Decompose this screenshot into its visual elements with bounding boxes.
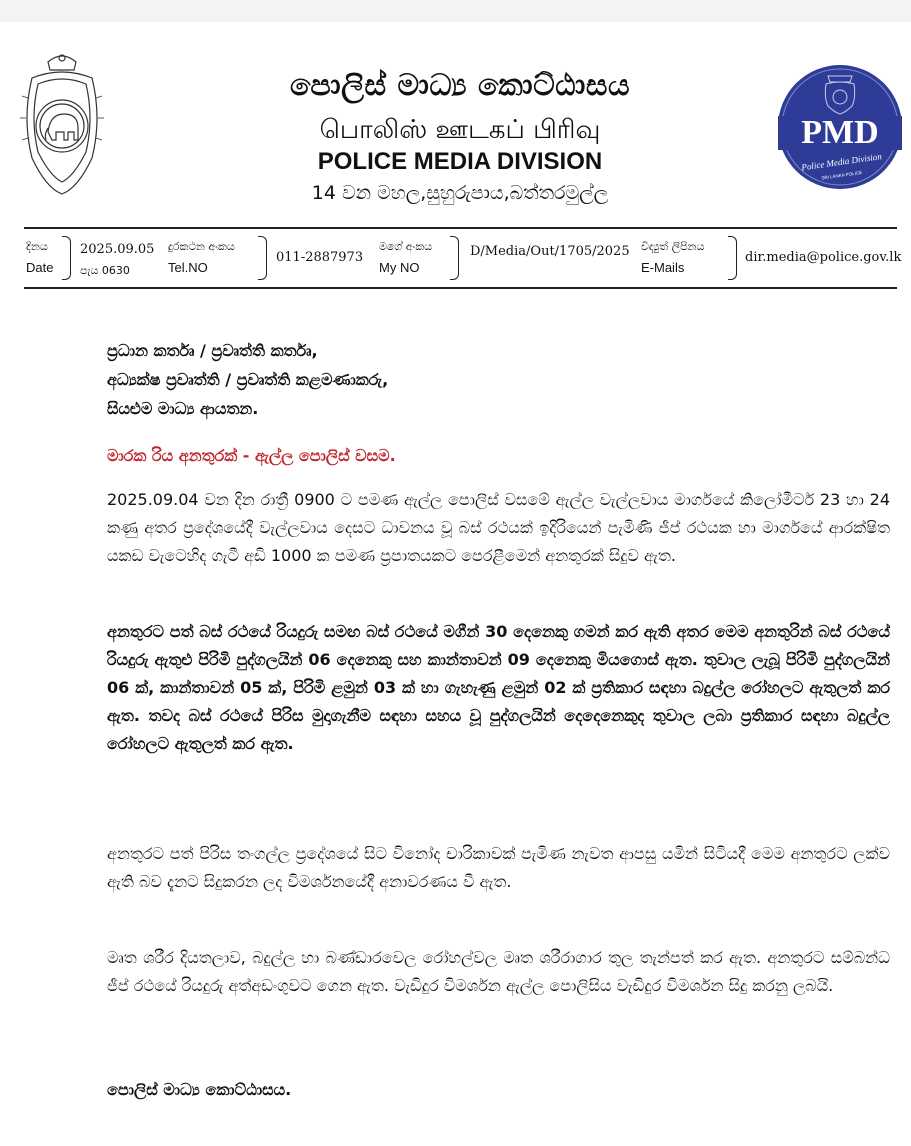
myno-brace — [450, 236, 459, 280]
body-paragraph-2: අනතුරට පත් බස් රථයේ රියදුරු සමඟ බස් රථයේ මගීන් 30 දෙනෙකු ගමන් කර ඇති අතර මෙම අනතුරින් බස් රථයේ රියදුරු ඇතුළු පිරිමි පුද්ගලයින් 06 දෙනෙකු සහ කාන්තාවන් 09 දෙනෙකු මියගොස් ඇත. තුවාල ලැබූ පිරිමි පුද්ගලයින් 06 ක්, කාන්තාවන් 05 ක්, පිරිමි ළමුන් 03 ක් හා ගැහැණු ළමුන් 02 ක් ප්‍රතිකාර සඳහා බදුල්ල රෝහලට ඇතුලත් කර ඇත. තවද බස් රථයේ පිරිස මුදාගැනීම සඳහා සහය වූ පුද්ගලයින් දෙදෙනෙකුද තුවාල ලබා ප්‍රතිකාර සඳහා බදුල්ල රෝහලට ඇතුලත් කර ඇත. — [107, 622, 890, 753]
title-sinhala: පොලිස් මාධ්‍ය කොට්ඨාසය — [289, 68, 631, 103]
addressee-line-2: අධ්‍යක්ෂ ප්‍රවෘත්ති / ප්‍රවෘත්ති කළමණාකරු, — [107, 370, 389, 389]
date-label-en: Date — [26, 260, 54, 275]
pmd-logo-icon — [776, 62, 904, 192]
myno-label-si: මගේ අංකය — [379, 240, 433, 253]
meta-top-rule — [24, 227, 897, 229]
date-label-si: දිනය — [26, 240, 48, 253]
tel-label-en: Tel.NO — [168, 260, 208, 275]
addressee-line-3: සියළුම මාධ්‍ය ආයතන. — [107, 399, 259, 418]
title-english: POLICE MEDIA DIVISION — [317, 148, 603, 175]
body-paragraph-3: අනතුරට පත් පිරිස තංගල්ල ප්‍රදේශයේ සිට විනෝද චාරිකාවක් පැමිණ නැවත ආපසු යමින් සිටියදී මෙම අනතුරට ලක්ව ඇති බව දැනට සිදුකරන ලද විමර්ශනයේදී අනාවරණය වී ඇත. — [107, 844, 890, 891]
tel-value: 011-2887973 — [276, 250, 364, 265]
myno-value: D/Media/Out/1705/2025 — [470, 244, 630, 259]
email-value: dir.media@police.gov.lk — [745, 250, 902, 265]
pmd-logo-tagline: SRI LANKA POLICE — [821, 169, 863, 181]
email-label-si: විද්‍යුත් ලිපිනය — [641, 240, 705, 253]
top-bar — [0, 0, 911, 22]
addressee-line-1: ප්‍රධාන කර්තෘ / ප්‍රවෘත්ති කර්තෘ, — [107, 341, 318, 360]
subject-heading: මාරක රිය අනතුරක් - ඇල්ල පොලිස් වසම. — [107, 446, 396, 465]
time-value: පැය 0630 — [80, 264, 130, 277]
tel-brace — [258, 236, 267, 280]
myno-label-en: My NO — [379, 260, 420, 275]
meta-bottom-rule — [24, 287, 897, 289]
body-paragraph-4: මෘත ශරීර දියතලාව, බදුල්ල හා බණ්ඩාරවෙල රෝහල්වල මෘත ශරීරාගාර තුල තැන්පත් කර ඇත. අනතුරට සම්බන්ධ ජීප් රථයේ රියදුරු අත්අඩංගුවට ගෙන ඇත. වැඩිදුර විමර්ශන ඇල්ල පොලිසිය වැඩිදුර විමර්ශන සිදු කරනු ලබයි. — [107, 948, 890, 995]
body-paragraph-1: 2025.09.04 වන දින රාත්‍රී 0900 ට පමණ ඇල්ල පොලිස් වසමේ ඇල්ල වැල්ලවාය මාර්ගයේ කිලෝමීටර් 23 හා 24 කණු අතර ප්‍රදේශයේදී වැල්ලවාය දෙසට ධාවනය වූ බස් රථයක් ඉදිරියෙන් පැමිණි ජීප් රථයක හා මාර්ගයේ ආරක්ෂිත යකඩ වැටෙහිද ගැටී අඩි 1000 ක පමණ ප්‍රපාතයකට පෙරළීමෙන් අනතුරක් සිදුව ඇත. — [107, 490, 890, 565]
signature: පොලිස් මාධ්‍ය කොට්ඨාසය. — [107, 1080, 292, 1099]
pmd-logo-text: PMD — [801, 114, 879, 151]
date-value: 2025.09.05 — [80, 242, 155, 257]
police-emblem-icon — [18, 48, 106, 200]
email-label-en: E-Mails — [641, 260, 685, 275]
tel-label-si: දුරකථන අංකය — [168, 240, 235, 253]
office-address: 14 වන මහල,සුහුරුපාය,බත්තරමුල්ල — [311, 182, 609, 204]
date-brace — [62, 236, 71, 280]
title-tamil: பொலிஸ் ஊடகப் பிரிவு — [319, 115, 601, 145]
pmd-logo-subtitle: Police Media Division — [800, 151, 883, 173]
email-brace — [728, 236, 737, 280]
